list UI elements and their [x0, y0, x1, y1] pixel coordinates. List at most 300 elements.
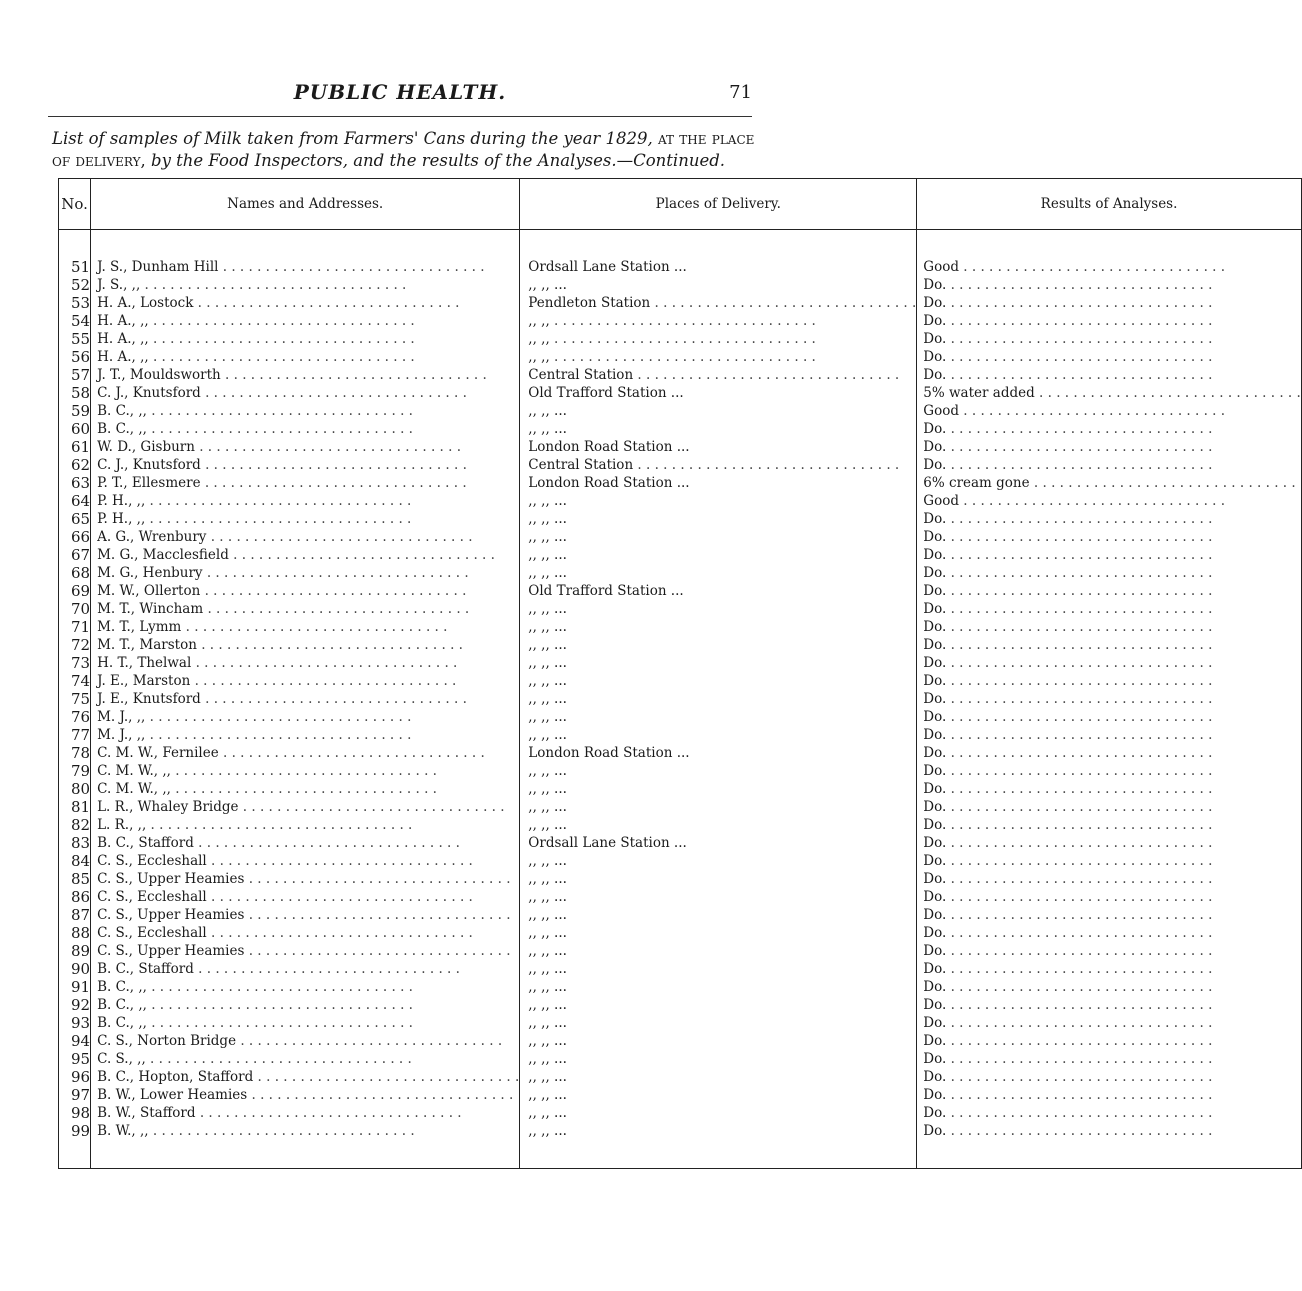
row-place-of-delivery [520, 546, 917, 564]
row-place-of-delivery [520, 942, 917, 960]
row-result-text: Do. . . . [923, 510, 1301, 528]
table-row [59, 906, 1302, 924]
table-row [59, 438, 1302, 456]
row-result [917, 870, 1302, 888]
row-result-text: Do. . . . [923, 1032, 1301, 1050]
row-place-of-delivery-text: ,, ,, ... [528, 565, 567, 581]
row-place-of-delivery [520, 978, 917, 996]
row-number-text: 79 [71, 762, 91, 780]
row-result [917, 996, 1302, 1014]
row-name-address-text: B. C., ,, . . . [97, 996, 519, 1014]
table-row [59, 1068, 1302, 1086]
row-number [59, 438, 91, 456]
row-result-text: Do. . . . [923, 1014, 1301, 1032]
row-number-text: 55 [71, 330, 91, 348]
row-place-of-delivery [520, 654, 917, 672]
row-number-text: 61 [71, 438, 91, 456]
row-number-text: 76 [71, 708, 91, 726]
row-result-text: Do. . . . [923, 942, 1301, 960]
table-row [59, 960, 1302, 978]
row-number [59, 852, 91, 870]
row-place-of-delivery-text: London Road Station ... [528, 745, 690, 761]
row-name-address-text: C. S., ,, . . . [97, 1050, 519, 1068]
row-number [59, 708, 91, 726]
row-name-address [91, 924, 520, 942]
row-result [917, 1014, 1302, 1032]
row-result [917, 924, 1302, 942]
running-head [0, 80, 800, 110]
row-number [59, 780, 91, 798]
row-number-text: 62 [71, 456, 91, 474]
row-result-text: Good . . . [923, 258, 1301, 276]
row-name-address-text: C. M. W., ,, . . . [97, 762, 519, 780]
row-name-address-text: L. R., Whaley Bridge . . . [97, 798, 519, 816]
row-place-of-delivery [520, 420, 917, 438]
row-result [917, 474, 1302, 492]
table-row [59, 546, 1302, 564]
row-name-address [91, 834, 520, 852]
row-place-of-delivery-text: ,, ,, ... [528, 637, 567, 653]
table-row [59, 366, 1302, 384]
row-result [917, 420, 1302, 438]
row-result-text: Good . . . [923, 402, 1301, 420]
row-name-address [91, 654, 520, 672]
row-result-text: Do. . . . [923, 870, 1301, 888]
row-number [59, 924, 91, 942]
row-name-address [91, 690, 520, 708]
row-name-address [91, 744, 520, 762]
row-name-address [91, 384, 520, 402]
row-place-of-delivery [520, 258, 917, 276]
row-result [917, 1122, 1302, 1140]
table-row [59, 816, 1302, 834]
row-result-text: Do. . . . [923, 996, 1301, 1014]
row-result [917, 384, 1302, 402]
table-row [59, 528, 1302, 546]
row-result-text: Do. . . . [923, 294, 1301, 312]
row-number [59, 762, 91, 780]
row-result-text: Do. . . . [923, 582, 1301, 600]
row-name-address-text: C. S., Upper Heamies . . . [97, 906, 519, 924]
row-name-address-text: C. S., Norton Bridge . . . [97, 1032, 519, 1050]
row-result [917, 1068, 1302, 1086]
table-row [59, 276, 1302, 294]
row-number-text: 72 [71, 636, 91, 654]
row-number-text: 81 [71, 798, 91, 816]
row-name-address [91, 780, 520, 798]
row-result [917, 492, 1302, 510]
row-number-text: 51 [71, 258, 91, 276]
row-result [917, 528, 1302, 546]
row-name-address [91, 726, 520, 744]
row-name-address [91, 1050, 520, 1068]
row-name-address-text: B. W., Lower Heamies . . . [97, 1086, 519, 1104]
row-number-text: 54 [71, 312, 91, 330]
row-number [59, 888, 91, 906]
row-place-of-delivery [520, 870, 917, 888]
row-place-of-delivery-text: ,, ,, ... [528, 403, 567, 419]
row-name-address-text: B. C., Hopton, Stafford . . . [97, 1068, 519, 1086]
row-result [917, 1086, 1302, 1104]
row-place-of-delivery [520, 708, 917, 726]
row-name-address [91, 492, 520, 510]
row-result-text: Do. . . . [923, 744, 1301, 762]
row-name-address-text: H. T., Thelwal . . . [97, 654, 519, 672]
row-result [917, 816, 1302, 834]
row-place-of-delivery [520, 366, 917, 384]
row-name-address [91, 474, 520, 492]
row-number [59, 510, 91, 528]
table-row [59, 1032, 1302, 1050]
row-result-text: Do. . . . [923, 924, 1301, 942]
row-name-address [91, 258, 520, 276]
row-place-of-delivery-text: ,, ,, ... [528, 1033, 567, 1049]
row-result [917, 600, 1302, 618]
row-name-address [91, 510, 520, 528]
table-row [59, 852, 1302, 870]
row-number-text: 75 [71, 690, 91, 708]
row-result [917, 780, 1302, 798]
row-number-text: 57 [71, 366, 91, 384]
row-place-of-delivery-text: ,, ,, ... [528, 1069, 567, 1085]
row-place-of-delivery [520, 1122, 917, 1140]
row-place-of-delivery [520, 780, 917, 798]
row-number [59, 906, 91, 924]
row-result [917, 654, 1302, 672]
row-number [59, 474, 91, 492]
row-result-text: Do. . . . [923, 600, 1301, 618]
col-header-name: Names and Addresses. [91, 179, 520, 230]
row-name-address [91, 528, 520, 546]
row-result [917, 456, 1302, 474]
row-result-text: Do. . . . [923, 690, 1301, 708]
row-result-text: Do. . . . [923, 276, 1301, 294]
row-name-address-text: H. A., ,, . . . [97, 330, 519, 348]
row-name-address-text: M. G., Henbury . . . [97, 564, 519, 582]
row-place-of-delivery-text: ,, ,, ... [528, 493, 567, 509]
row-number [59, 834, 91, 852]
table-row [59, 888, 1302, 906]
row-place-of-delivery-text: ,, ,, ... [528, 907, 567, 923]
row-place-of-delivery [520, 636, 917, 654]
row-place-of-delivery-text: ,, ,, ... [528, 781, 567, 797]
row-name-address [91, 1014, 520, 1032]
row-name-address-text: C. M. W., ,, . . . [97, 780, 519, 798]
row-place-of-delivery-text: ,, ,, ... [528, 619, 567, 635]
row-result-text: Do. . . . [923, 816, 1301, 834]
row-result-text: Do. . . . [923, 960, 1301, 978]
row-name-address [91, 762, 520, 780]
row-number [59, 384, 91, 402]
row-result [917, 366, 1302, 384]
row-number [59, 600, 91, 618]
row-number-text: 93 [71, 1014, 91, 1032]
row-place-of-delivery-text: Central Station . . . [528, 366, 916, 384]
table-row [59, 1086, 1302, 1104]
row-name-address [91, 960, 520, 978]
row-result-text: 6% cream gone . . . [923, 474, 1301, 492]
row-number [59, 330, 91, 348]
row-place-of-delivery-text: ,, ,, . . . [528, 330, 916, 348]
row-name-address-text: C. S., Upper Heamies . . . [97, 942, 519, 960]
row-name-address-text: H. A., ,, . . . [97, 348, 519, 366]
row-result-text: Do. . . . [923, 546, 1301, 564]
caption-subtitle: by the Food Inspectors, and the results of the Analyses.—Continued. [151, 151, 726, 170]
row-place-of-delivery [520, 798, 917, 816]
row-number-text: 87 [71, 906, 91, 924]
row-place-of-delivery-text: ,, ,, . . . [528, 348, 916, 366]
row-number [59, 1122, 91, 1140]
row-place-of-delivery [520, 1086, 917, 1104]
table-row [59, 1050, 1302, 1068]
row-name-address [91, 1104, 520, 1122]
table-row [59, 708, 1302, 726]
row-name-address-text: A. G., Wrenbury . . . [97, 528, 519, 546]
row-place-of-delivery [520, 618, 917, 636]
table-row [59, 510, 1302, 528]
table-row [59, 564, 1302, 582]
row-number-text: 74 [71, 672, 91, 690]
row-name-address [91, 816, 520, 834]
row-number-text: 92 [71, 996, 91, 1014]
row-number [59, 456, 91, 474]
row-number-text: 59 [71, 402, 91, 420]
row-place-of-delivery [520, 996, 917, 1014]
row-place-of-delivery [520, 1104, 917, 1122]
row-place-of-delivery [520, 1014, 917, 1032]
row-name-address-text: M. W., Ollerton . . . [97, 582, 519, 600]
row-number [59, 996, 91, 1014]
row-name-address-text: J. E., Marston . . . [97, 672, 519, 690]
row-name-address [91, 942, 520, 960]
row-result-text: Do. . . . [923, 672, 1301, 690]
table-row [59, 258, 1302, 276]
row-place-of-delivery [520, 312, 917, 330]
row-name-address [91, 582, 520, 600]
header-rule [48, 116, 752, 117]
row-result-text: Do. . . . [923, 420, 1301, 438]
row-name-address-text: C. J., Knutsford . . . [97, 384, 519, 402]
row-name-address [91, 294, 520, 312]
row-number [59, 258, 91, 276]
row-result-text: Do. . . . [923, 1050, 1301, 1068]
row-result-text: Do. . . . [923, 780, 1301, 798]
row-number-text: 84 [71, 852, 91, 870]
row-result-text: Do. . . . [923, 708, 1301, 726]
row-place-of-delivery-text: ,, ,, ... [528, 421, 567, 437]
row-result-text: Do. . . . [923, 978, 1301, 996]
row-result-text: Do. . . . [923, 348, 1301, 366]
table-row [59, 744, 1302, 762]
row-place-of-delivery [520, 582, 917, 600]
caption-place: at the place of delivery, [52, 129, 755, 170]
row-number [59, 564, 91, 582]
row-result-text: Do. . . . [923, 366, 1301, 384]
row-number [59, 618, 91, 636]
row-name-address-text: M. T., Lymm . . . [97, 618, 519, 636]
row-place-of-delivery [520, 834, 917, 852]
row-result-text: Do. . . . [923, 1104, 1301, 1122]
row-place-of-delivery [520, 852, 917, 870]
row-result-text: Do. . . . [923, 834, 1301, 852]
row-place-of-delivery [520, 1032, 917, 1050]
row-number [59, 294, 91, 312]
table-row [59, 492, 1302, 510]
row-name-address-text: B. C., Stafford . . . [97, 834, 519, 852]
row-number-text: 52 [71, 276, 91, 294]
row-name-address [91, 456, 520, 474]
row-result [917, 978, 1302, 996]
row-name-address-text: W. D., Gisburn . . . [97, 438, 519, 456]
row-place-of-delivery-text: ,, ,, ... [528, 979, 567, 995]
row-result [917, 708, 1302, 726]
row-place-of-delivery-text: Central Station . . . [528, 456, 916, 474]
row-number-text: 60 [71, 420, 91, 438]
row-number-text: 88 [71, 924, 91, 942]
table-row [59, 582, 1302, 600]
table-spacer-bottom [59, 1140, 1302, 1169]
row-place-of-delivery-text: ,, ,, ... [528, 709, 567, 725]
row-name-address [91, 978, 520, 996]
row-place-of-delivery [520, 330, 917, 348]
row-result [917, 546, 1302, 564]
row-name-address [91, 276, 520, 294]
row-place-of-delivery [520, 528, 917, 546]
row-name-address [91, 420, 520, 438]
row-name-address [91, 870, 520, 888]
table-body [59, 230, 1302, 1169]
row-result-text: Good . . . [923, 492, 1301, 510]
row-result [917, 1104, 1302, 1122]
row-place-of-delivery-text: ,, ,, ... [528, 655, 567, 671]
row-number [59, 402, 91, 420]
table-row [59, 978, 1302, 996]
row-result [917, 672, 1302, 690]
row-number-text: 86 [71, 888, 91, 906]
row-place-of-delivery-text: ,, ,, ... [528, 871, 567, 887]
page-number: 71 [729, 82, 752, 103]
table-row [59, 384, 1302, 402]
row-name-address-text: J. S., ,, . . . [97, 276, 519, 294]
row-place-of-delivery-text: ,, ,, ... [528, 1087, 567, 1103]
row-number [59, 654, 91, 672]
row-name-address-text: B. C., ,, . . . [97, 1014, 519, 1032]
row-place-of-delivery [520, 744, 917, 762]
row-result-text: Do. . . . [923, 618, 1301, 636]
row-result-text: Do. . . . [923, 636, 1301, 654]
row-number [59, 420, 91, 438]
row-number [59, 672, 91, 690]
row-result-text: Do. . . . [923, 1122, 1301, 1140]
row-place-of-delivery-text: ,, ,, ... [528, 997, 567, 1013]
table-row [59, 1104, 1302, 1122]
row-number [59, 870, 91, 888]
row-name-address [91, 618, 520, 636]
table-row [59, 690, 1302, 708]
row-place-of-delivery [520, 600, 917, 618]
row-number [59, 546, 91, 564]
row-number [59, 960, 91, 978]
row-name-address [91, 438, 520, 456]
row-place-of-delivery [520, 1050, 917, 1068]
row-name-address-text: H. A., ,, . . . [97, 312, 519, 330]
row-place-of-delivery [520, 816, 917, 834]
row-result [917, 744, 1302, 762]
col-header-place: Places of Delivery. [520, 179, 917, 230]
row-number [59, 1032, 91, 1050]
row-number-text: 82 [71, 816, 91, 834]
row-place-of-delivery-text: ,, ,, ... [528, 673, 567, 689]
row-number-text: 95 [71, 1050, 91, 1068]
row-place-of-delivery-text: ,, ,, ... [528, 511, 567, 527]
row-place-of-delivery [520, 492, 917, 510]
row-number-text: 80 [71, 780, 91, 798]
row-place-of-delivery [520, 726, 917, 744]
row-name-address-text: B. W., ,, . . . [97, 1122, 519, 1140]
row-result [917, 726, 1302, 744]
row-name-address-text: M. J., ,, . . . [97, 726, 519, 744]
table-row [59, 834, 1302, 852]
row-name-address [91, 330, 520, 348]
row-number-text: 90 [71, 960, 91, 978]
caption-title: List of samples of Milk taken from Farmers' Cans during the year 1829, [52, 129, 653, 148]
row-name-address-text: M. T., Wincham . . . [97, 600, 519, 618]
row-result [917, 330, 1302, 348]
row-number-text: 98 [71, 1104, 91, 1122]
row-result [917, 348, 1302, 366]
row-number-text: 56 [71, 348, 91, 366]
row-number [59, 1014, 91, 1032]
row-place-of-delivery [520, 1068, 917, 1086]
row-place-of-delivery [520, 924, 917, 942]
row-name-address-text: J. T., Mouldsworth . . . [97, 366, 519, 384]
row-name-address-text: C. J., Knutsford . . . [97, 456, 519, 474]
row-number-text: 53 [71, 294, 91, 312]
row-name-address-text: M. G., Macclesfield . . . [97, 546, 519, 564]
row-result [917, 834, 1302, 852]
row-name-address-text: J. E., Knutsford . . . [97, 690, 519, 708]
row-result-text: Do. . . . [923, 564, 1301, 582]
row-number [59, 726, 91, 744]
row-number-text: 70 [71, 600, 91, 618]
row-name-address-text: P. H., ,, . . . [97, 510, 519, 528]
row-name-address [91, 708, 520, 726]
row-place-of-delivery-text: ,, ,, ... [528, 853, 567, 869]
row-name-address [91, 1086, 520, 1104]
milk-samples-table [58, 178, 1302, 1169]
row-result [917, 402, 1302, 420]
row-result [917, 906, 1302, 924]
row-name-address [91, 564, 520, 582]
row-name-address-text: L. R., ,, . . . [97, 816, 519, 834]
row-result [917, 438, 1302, 456]
table-row [59, 348, 1302, 366]
table-row [59, 636, 1302, 654]
row-place-of-delivery-text: ,, ,, ... [528, 601, 567, 617]
row-place-of-delivery [520, 672, 917, 690]
row-place-of-delivery-text: ,, ,, ... [528, 277, 567, 293]
row-result-text: Do. . . . [923, 528, 1301, 546]
row-result [917, 582, 1302, 600]
row-number-text: 65 [71, 510, 91, 528]
row-name-address-text: M. T., Marston . . . [97, 636, 519, 654]
row-number [59, 1086, 91, 1104]
row-place-of-delivery [520, 564, 917, 582]
row-place-of-delivery [520, 960, 917, 978]
row-name-address-text: B. C., ,, . . . [97, 978, 519, 996]
row-result-text: Do. . . . [923, 1068, 1301, 1086]
col-header-no: No. [59, 179, 91, 230]
